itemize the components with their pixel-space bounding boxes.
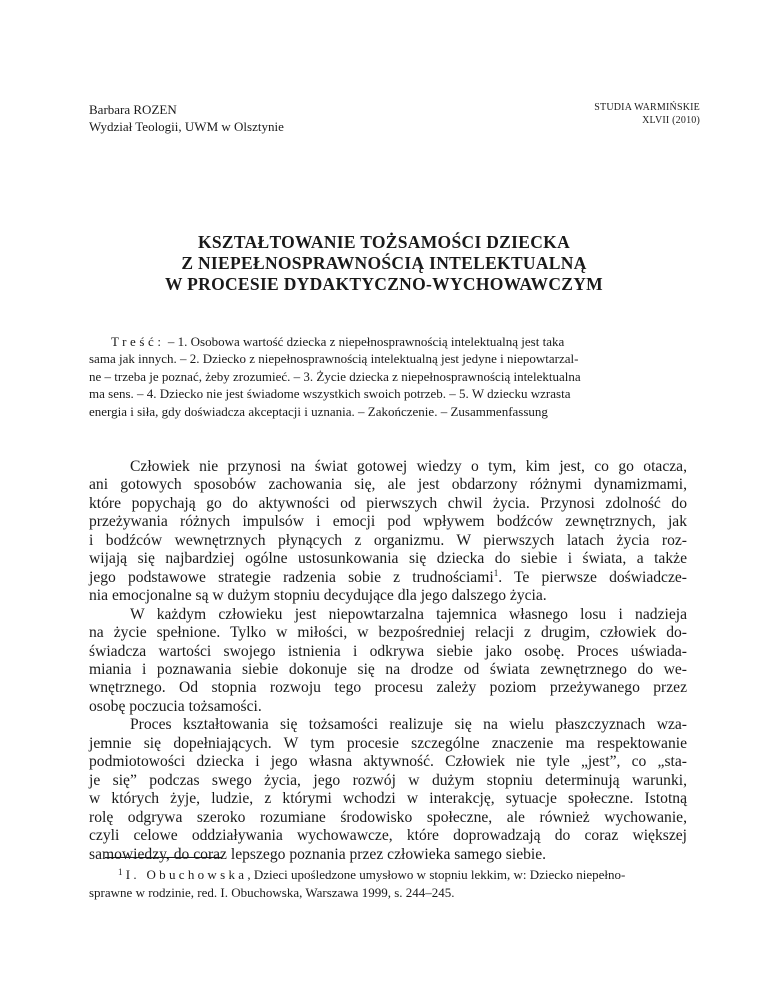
body-line: które popychają go do aktywności od pierwszych chwil życia. Przynosi zdolność do bbox=[89, 494, 687, 512]
body-text bbox=[89, 458, 687, 864]
author-affiliation: Wydział Teologii, UWM w Olsztynie bbox=[89, 119, 284, 134]
title-line: W PROCESIE DYDAKTYCZNO-WYCHOWAWCZYM bbox=[165, 274, 603, 294]
body-line: na życie spełnione. Tylko w miłości, w bezpośredniej relacji z drugim, człowiek do- bbox=[89, 624, 687, 642]
body-line: Proces kształtowania się tożsamości realizuje się na wielu płaszczyznach wza- bbox=[130, 716, 687, 734]
abstract-line: ma sens. – 4. Dziecko nie jest świadome wszystkich swoich potrzeb. – 5. W dziecku wzrasta bbox=[89, 386, 571, 402]
body-line: W każdym człowieku jest niepowtarzalna tajemnica własnego losu i nadzieja bbox=[130, 605, 687, 623]
body-line: wnętrznego. Od stopnia rozwoju tego procesu zależy poziom przeżywanego przez bbox=[89, 679, 687, 697]
body-line: wijają się najbardziej ogólne ustosunkowania się dziecka do siebie i świata, a także bbox=[89, 550, 687, 568]
body-line: jemnie się dopełniających. W tym procesie szczególne znaczenie ma respektowanie bbox=[89, 734, 687, 752]
body-line: w których żyje, ludzie, z którymi wchodzi w interakcję, sytuacje społeczne. Istotną bbox=[89, 790, 687, 808]
body-line: osobę poczucia tożsamości. bbox=[89, 697, 262, 715]
body-line bbox=[89, 569, 687, 587]
body-line: miania i poznawania siebie dokonuje się na drodze od świata zewnętrznego do we- bbox=[89, 660, 687, 678]
footnote-author: I. Obuchowska bbox=[125, 867, 248, 882]
body-line: i bodźców wewnętrznych płynących z organizmu. W pierwszych latach życia roz- bbox=[89, 531, 687, 549]
body-line: nia emocjonalne są w dużym stopniu decydujące dla jego dalszego życia. bbox=[89, 587, 547, 605]
journal-volume: XLVII (2010) bbox=[642, 115, 700, 126]
body-line-text: . Te pierwsze doświadcze- bbox=[498, 568, 688, 586]
author-block bbox=[89, 101, 284, 135]
title-line: KSZTAŁTOWANIE TOŻSAMOŚCI DZIECKA bbox=[197, 232, 571, 252]
abstract-line bbox=[89, 333, 687, 350]
footnote-line bbox=[89, 866, 687, 884]
footnote-number: 1 bbox=[118, 867, 123, 877]
footnote bbox=[89, 866, 687, 901]
footnote-divider bbox=[105, 857, 222, 858]
journal-block bbox=[594, 101, 700, 127]
body-line: podmiotowości dziecka i jego własna aktywność. Człowiek nie tyle „jest”, co „sta- bbox=[89, 753, 687, 771]
title-line: Z NIEPEŁNOSPRAWNOŚCIĄ INTELEKTUALNĄ bbox=[181, 253, 587, 273]
abstract-line: sama jak innych. – 2. Dziecko z niepełnosprawnością intelektualną jest jedyne i niepowtarzal- bbox=[89, 351, 579, 367]
author-name: Barbara ROZEN bbox=[89, 102, 177, 117]
footnote-text: , Dzieci upośledzone umysłowo w stopniu lekkim, w: Dziecko niepełno- bbox=[247, 867, 626, 882]
body-line: samowiedzy, do coraz lepszego poznania przez człowieka samego siebie. bbox=[89, 845, 547, 863]
body-line: ani gotowych sposobów zachowania się, ale jest obdarzony różnymi dynamizmami, bbox=[89, 476, 687, 494]
abstract-text: – 1. Osobowa wartość dziecka z niepełnosprawnością intelektualną jest taka bbox=[164, 334, 565, 349]
body-line: Człowiek nie przynosi na świat gotowej wiedzy o tym, kim jest, co go otacza, bbox=[130, 458, 687, 475]
article-title bbox=[80, 232, 688, 295]
body-line: świadcza wartości swojego istnienia i odkrywa siebie jako osobę. Proces uświada- bbox=[89, 642, 687, 660]
footnote-line: sprawne w rodzinie, red. I. Obuchowska, Warszawa 1999, s. 244–245. bbox=[89, 884, 455, 900]
body-line-text: jego podstawowe strategie radzenia sobie z trudnościami bbox=[89, 568, 494, 586]
abstract-line: ne – trzeba je poznać, żeby zrozumieć. – 3. Życie dziecka z niepełnosprawnością intelektualna bbox=[89, 368, 581, 384]
table-of-contents-abstract bbox=[89, 333, 687, 420]
abstract-line: energia i siła, gdy doświadcza akceptacji i uznania. – Zakończenie. – Zusammenfassung bbox=[89, 403, 548, 419]
body-line: czyli celowe oddziaływania wychowawcze, które doprowadzają do coraz większej bbox=[89, 827, 687, 845]
journal-name: STUDIA WARMIŃSKIE bbox=[594, 102, 700, 113]
abstract-label: Treść: bbox=[111, 334, 165, 349]
body-line: je się” podczas swego życia, jego rozwój w dużym stopniu determinują warunki, bbox=[89, 771, 687, 789]
body-line: rolę odgrywa szeroko rozumiane środowisko społeczne, ale również wychowanie, bbox=[89, 808, 687, 826]
footnote-reference: 1 bbox=[493, 567, 499, 578]
body-line: przeżywania różnych impulsów i emocji pod wpływem bodźców zewnętrznych, jak bbox=[89, 513, 687, 531]
